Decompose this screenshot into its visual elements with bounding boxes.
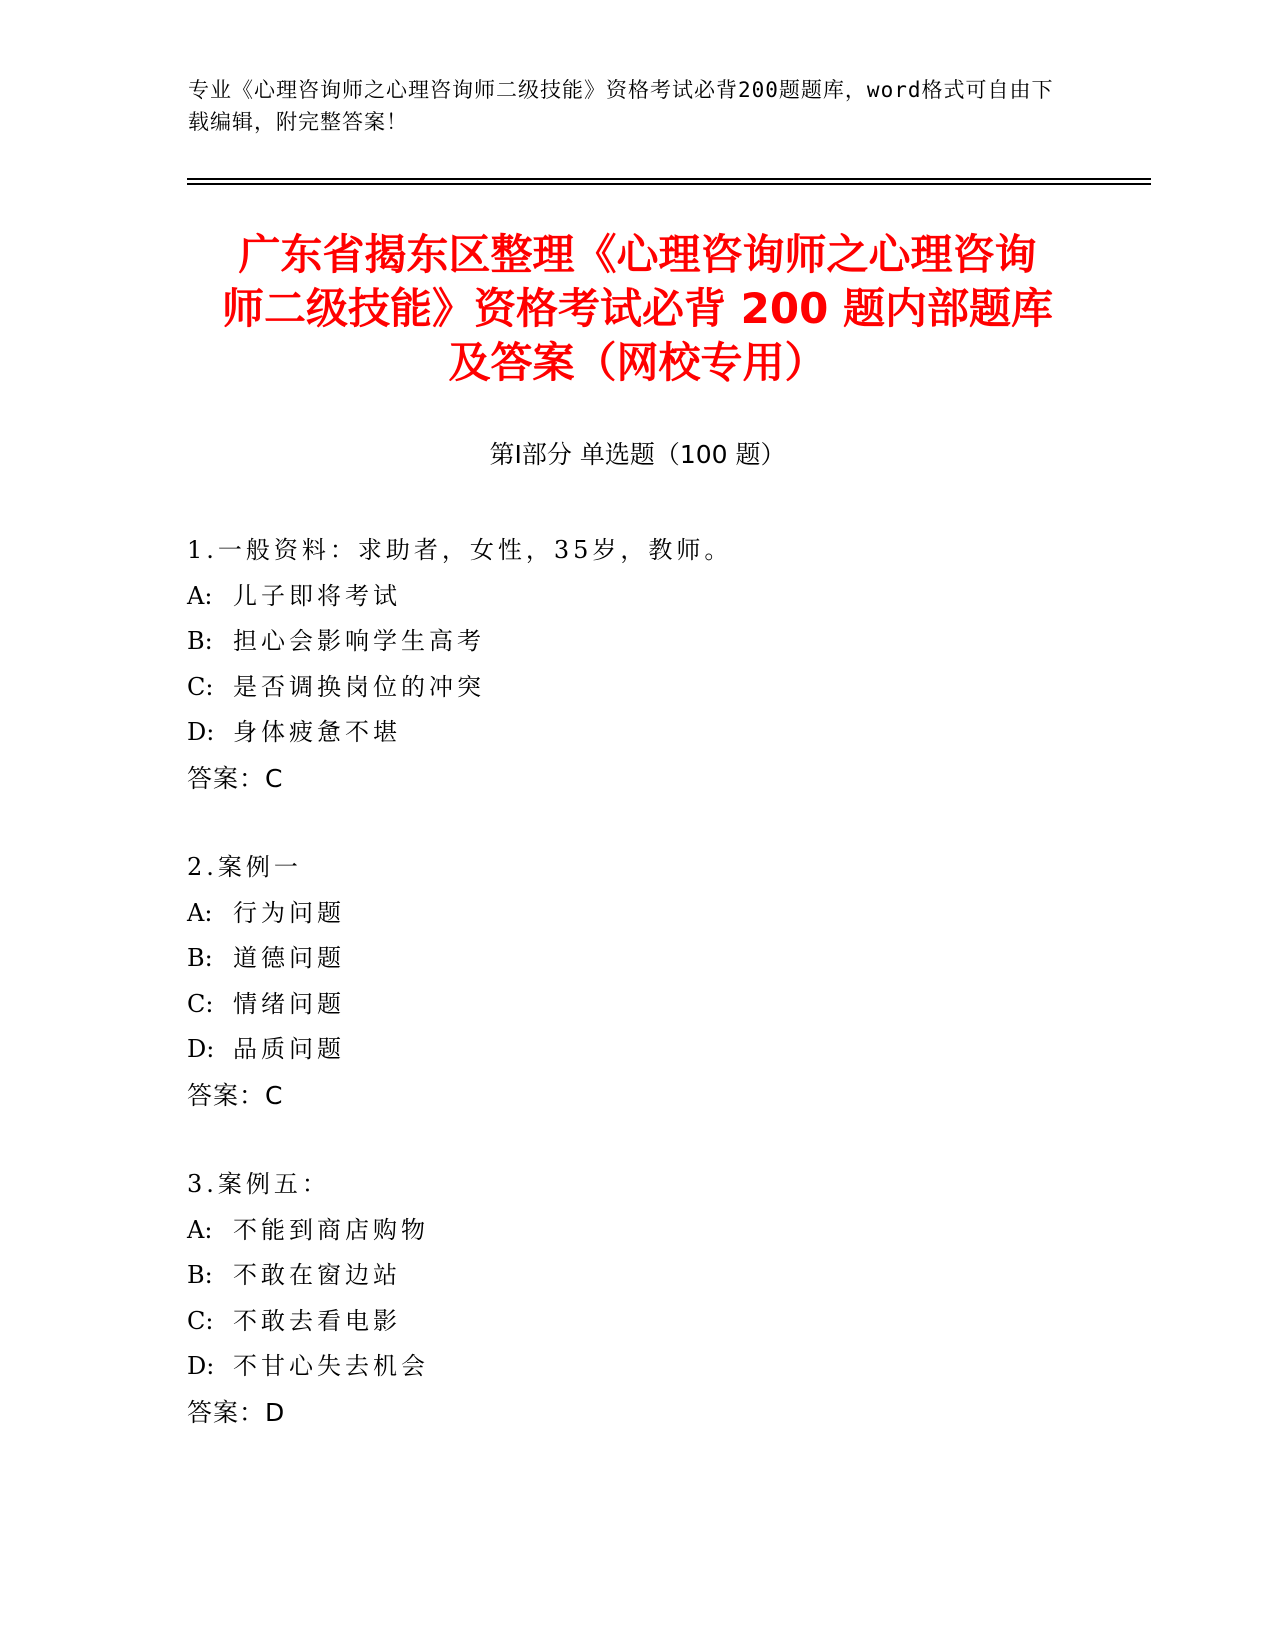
answer-line: 答案：D bbox=[187, 1397, 286, 1427]
question-stem: 2.案例一 bbox=[187, 853, 302, 881]
option-letter: D: bbox=[187, 718, 215, 746]
option-d bbox=[187, 1344, 1087, 1390]
option-a bbox=[187, 1208, 1087, 1254]
title-line-3: 及答案（网校专用） bbox=[448, 338, 827, 387]
option-text: 道德问题 bbox=[233, 944, 345, 972]
question-stem: 1.一般资料：求助者，女性，35岁，教师。 bbox=[187, 536, 733, 564]
document-title bbox=[180, 228, 1095, 390]
option-letter: B: bbox=[187, 1261, 213, 1289]
option-text: 儿子即将考试 bbox=[233, 581, 401, 610]
option-letter: C: bbox=[187, 989, 214, 1018]
option-letter: A: bbox=[187, 1215, 213, 1244]
option-text: 不甘心失去机会 bbox=[233, 1352, 429, 1380]
option-b bbox=[187, 1253, 1087, 1299]
option-letter: B: bbox=[187, 944, 213, 972]
answer-line: 答案：C bbox=[187, 763, 284, 793]
option-letter: C: bbox=[187, 1306, 214, 1335]
question-list bbox=[187, 528, 1087, 1479]
option-letter: D: bbox=[187, 1035, 215, 1063]
option-a bbox=[187, 891, 1087, 937]
option-letter: A: bbox=[187, 581, 213, 610]
option-letter: C: bbox=[187, 672, 214, 701]
header-note: 专业《心理咨询师之心理咨询师二级技能》资格考试必背200题题库，word格式可自由下载编辑，附完整答案！ bbox=[188, 78, 1054, 134]
header-divider-bottom bbox=[187, 183, 1151, 185]
question-2 bbox=[187, 845, 1087, 1118]
option-text: 身体疲惫不堪 bbox=[233, 718, 401, 746]
option-c bbox=[187, 665, 1087, 711]
option-b bbox=[187, 619, 1087, 665]
option-d bbox=[187, 710, 1087, 756]
option-text: 担心会影响学生高考 bbox=[233, 627, 485, 655]
answer-line: 答案：C bbox=[187, 1080, 284, 1110]
option-c bbox=[187, 982, 1087, 1028]
title-line-1: 广东省揭东区整理《心理咨询师之心理咨询 bbox=[238, 230, 1037, 279]
option-letter: B: bbox=[187, 627, 213, 655]
question-stem: 3.案例五： bbox=[187, 1170, 330, 1198]
option-text: 不能到商店购物 bbox=[233, 1215, 429, 1244]
option-text: 不敢在窗边站 bbox=[233, 1261, 401, 1289]
option-letter: A: bbox=[187, 898, 213, 927]
option-b bbox=[187, 936, 1087, 982]
section-title: 第Ⅰ部分 单选题（100 题） bbox=[489, 440, 786, 469]
title-line-2: 师二级技能》资格考试必背 200 题内部题库 bbox=[222, 284, 1053, 333]
option-a bbox=[187, 574, 1087, 620]
option-text: 品质问题 bbox=[233, 1035, 345, 1063]
option-text: 情绪问题 bbox=[233, 989, 345, 1018]
header-divider-top bbox=[187, 178, 1151, 180]
option-text: 不敢去看电影 bbox=[233, 1306, 401, 1335]
question-3 bbox=[187, 1162, 1087, 1435]
option-text: 是否调换岗位的冲突 bbox=[233, 672, 485, 701]
question-1 bbox=[187, 528, 1087, 801]
option-d bbox=[187, 1027, 1087, 1073]
option-c bbox=[187, 1299, 1087, 1345]
option-text: 行为问题 bbox=[233, 898, 345, 927]
option-letter: D: bbox=[187, 1352, 215, 1380]
